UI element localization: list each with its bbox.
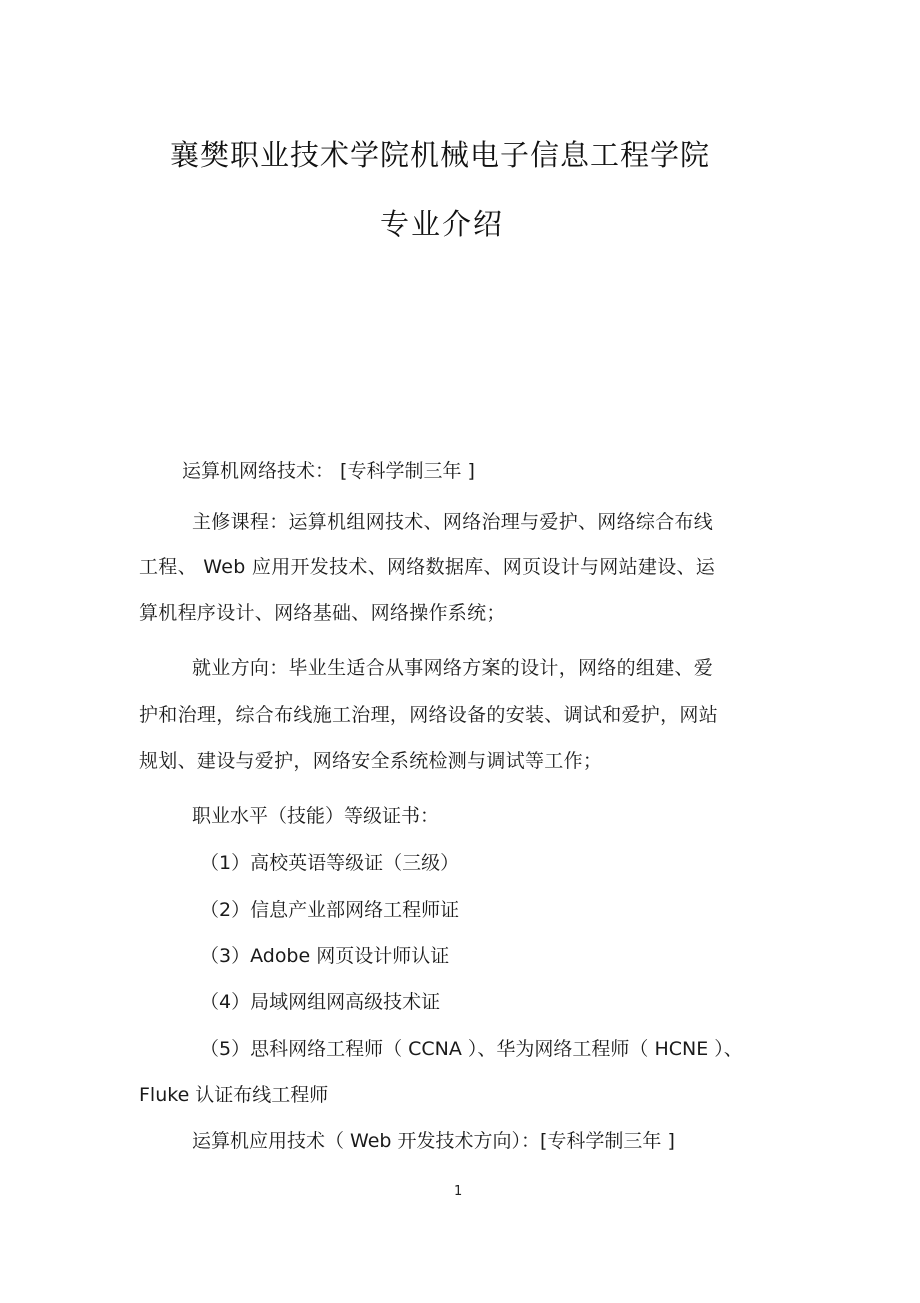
courses-line-2: 工程、 Web 应用开发技术、网络数据库、网页设计与网站建设、运 [139, 556, 716, 578]
page-number: 1 [454, 1184, 463, 1199]
courses-line-3: 算机程序设计、网络基础、网络操作系统； [139, 602, 506, 624]
next-major-heading: 运算机应用技术（ Web 开发技术方向）：[专科学制三年 ] [192, 1130, 675, 1152]
employment-line-1: 就业方向：毕业生适合从事网络方案的设计，网络的组建、爱 [192, 657, 714, 679]
cert-item-4: （4）局域网组网高级技术证 [200, 991, 441, 1013]
cert-item-5: （5）思科网络工程师（ CCNA ）、华为网络工程师（ HCNE ）、 [200, 1038, 743, 1060]
major-heading: 运算机网络技术： [专科学制三年 ] [182, 460, 475, 482]
courses-line-1: 主修课程：运算机组网技术、网络治理与爱护、网络综合布线 [192, 511, 714, 533]
cert-item-3: （3）Adobe 网页设计师认证 [200, 945, 450, 967]
employment-line-2: 护和治理，综合布线施工治理，网络设备的安装、调试和爱护，网站 [139, 704, 719, 726]
cert-heading: 职业水平（技能）等级证书： [192, 805, 440, 827]
document-title: 襄樊职业技术学院机械电子信息工程学院 [169, 138, 710, 172]
document-subtitle: 专业介绍 [379, 207, 504, 241]
employment-line-3: 规划、建设与爱护，网络安全系统检测与调试等工作； [139, 750, 603, 772]
cert-item-2: （2）信息产业部网络工程师证 [200, 899, 460, 921]
cert-item-1: （1）高校英语等级证（三级） [200, 852, 460, 874]
cert-item-5-continued: Fluke 认证布线工程师 [139, 1084, 329, 1106]
